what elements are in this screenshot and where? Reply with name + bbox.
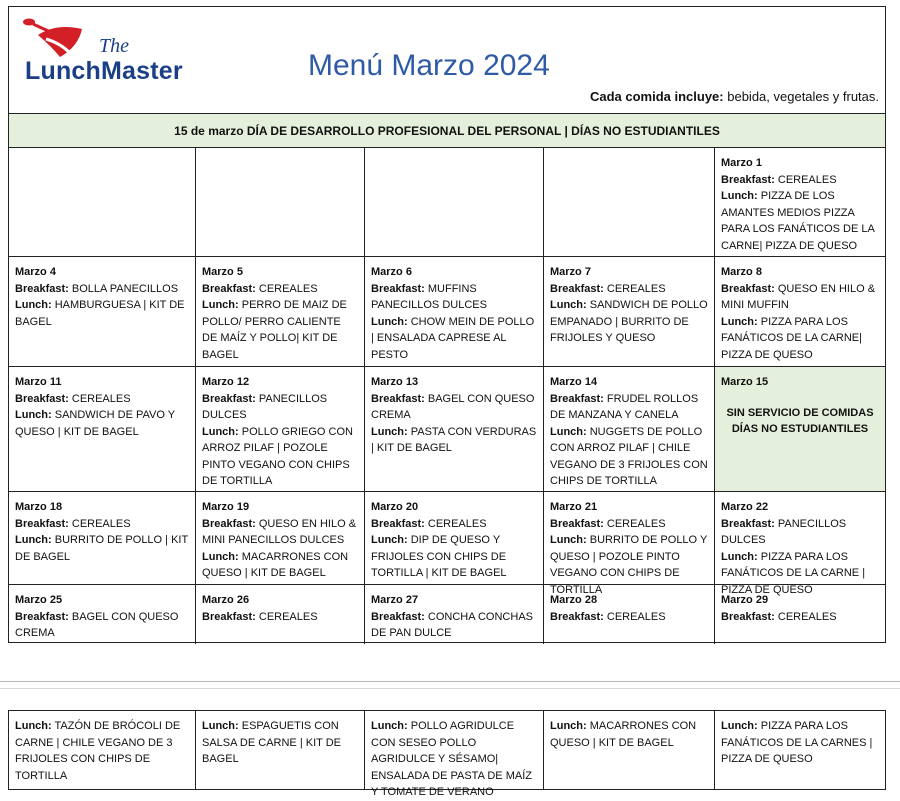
continuation-cell	[544, 711, 715, 789]
breakfast-label: Breakfast:	[721, 173, 775, 186]
day-date: Marzo 13	[371, 376, 419, 388]
breakfast-label: Breakfast:	[550, 517, 604, 530]
includes-value: bebida, vegetales y frutas.	[723, 89, 879, 104]
breakfast-label: Breakfast:	[15, 392, 69, 405]
breakfast-item: BAGEL CON QUESO CREMA	[371, 392, 535, 421]
lunch-label: Lunch:	[550, 425, 587, 438]
lunch-item: DIP DE QUESO Y FRIJOLES CON CHIPS DE TORTILLA | KIT DE BAGEL	[371, 534, 507, 579]
day-cell	[196, 492, 365, 585]
breakfast-label: Breakfast:	[15, 282, 69, 295]
lunch-item: SANDWICH DE POLLO EMPANADO | BURRITO DE FRIJOLES Y QUESO	[550, 299, 708, 344]
day-date: Marzo 11	[15, 376, 62, 388]
lunch-item: POLLO AGRIDULCE CON SESEO POLLO AGRIDULCE Y SÉSAMO| ENSALADA DE PASTA DE MAÍZ Y TOMATE DE VERANO	[371, 720, 532, 798]
lunch-item: BURRITO DE POLLO Y QUESO | POZOLE PINTO VEGANO CON CHIPS DE TORTILLA	[550, 534, 708, 596]
day-date: Marzo 25	[15, 594, 63, 606]
empty-day-cell	[544, 148, 715, 257]
breakfast-item: BOLLA PANECILLOS	[68, 282, 179, 295]
page-divider-secondary	[0, 688, 900, 689]
logo-name-text: LunchMaster	[25, 57, 183, 85]
breakfast-item: CEREALES	[603, 610, 666, 623]
day-cell	[9, 257, 196, 367]
lunch-label: Lunch:	[371, 534, 408, 546]
breakfast-label: Breakfast:	[721, 517, 775, 530]
breakfast-label: Breakfast:	[550, 282, 604, 295]
day-cell	[365, 585, 544, 644]
lunch-item: PIZZA PARA LOS FANÁTICOS DE LA CARNE| PIZZA DE QUESO	[721, 315, 863, 361]
menu-sheet	[8, 6, 886, 643]
lunch-label: Lunch:	[721, 315, 758, 328]
breakfast-label: Breakfast:	[721, 610, 775, 623]
day-cell	[9, 585, 196, 644]
breakfast-item: CEREALES	[68, 517, 131, 530]
breakfast-item: CEREALES	[603, 282, 666, 295]
lunch-item: ESPAGUETIS CON SALSA DE CARNE | KIT DE BAGEL	[202, 720, 341, 765]
breakfast-item: CEREALES	[774, 610, 837, 623]
continuation-grid	[8, 710, 886, 798]
lunch-label: Lunch:	[371, 315, 408, 328]
day-date: Marzo 12	[202, 376, 250, 388]
day-date: Marzo 15	[721, 376, 769, 388]
empty-day-cell	[365, 148, 544, 257]
lunch-label: Lunch:	[202, 425, 239, 438]
day-cell	[544, 367, 715, 492]
day-cell	[196, 585, 365, 644]
day-date: Marzo 14	[550, 376, 598, 388]
page-divider	[0, 681, 900, 682]
breakfast-label: Breakfast:	[371, 610, 425, 623]
day-date: Marzo 27	[371, 594, 419, 606]
breakfast-item: CEREALES	[603, 517, 666, 530]
breakfast-item: PANECILLOS DULCES	[721, 517, 847, 546]
breakfast-item: CEREALES	[774, 173, 837, 186]
breakfast-item: CEREALES	[255, 282, 318, 295]
breakfast-item: QUESO EN HILO & MINI PANECILLOS DULCES	[202, 517, 357, 546]
lunch-label: Lunch:	[371, 720, 408, 732]
breakfast-item: QUESO EN HILO & MINI MUFFIN	[721, 282, 876, 311]
lunch-label: Lunch:	[550, 720, 587, 732]
day-cell	[544, 492, 715, 596]
day-date: Marzo 7	[550, 266, 591, 278]
lunch-item: PIZZA PARA LOS FANÁTICOS DE LA CARNE | PIZZA DE QUESO	[721, 550, 866, 596]
continuation-cell	[365, 711, 544, 798]
day-cell	[9, 492, 196, 585]
lunch-label: Lunch:	[721, 550, 758, 563]
lunch-label: Lunch:	[550, 299, 587, 311]
breakfast-label: Breakfast:	[202, 282, 256, 295]
day-date: Marzo 1	[721, 157, 762, 169]
day-date: Marzo 28	[550, 594, 598, 606]
chef-pan-icon	[16, 13, 96, 63]
day-date: Marzo 8	[721, 266, 762, 278]
lunch-item: POLLO GRIEGO CON ARROZ PILAF | POZOLE PINTO VEGANO CON CHIPS DE TORTILLA	[202, 425, 353, 487]
lunch-label: Lunch:	[15, 409, 52, 421]
day-cell	[715, 148, 885, 257]
lunch-item: MACARRONES CON QUESO | KIT DE BAGEL	[202, 550, 349, 579]
day-cell	[365, 367, 544, 492]
breakfast-item: CEREALES	[424, 517, 487, 530]
breakfast-label: Breakfast:	[202, 610, 256, 623]
day-cell	[544, 585, 715, 644]
breakfast-item: CEREALES	[255, 610, 318, 623]
day-cell	[196, 367, 365, 492]
breakfast-label: Breakfast:	[371, 282, 425, 295]
continuation-cell	[715, 711, 885, 789]
lunch-label: Lunch:	[721, 190, 758, 202]
menu-header	[9, 7, 885, 114]
empty-day-cell	[9, 148, 196, 257]
day-cell	[715, 492, 885, 596]
day-cell	[9, 367, 196, 492]
logo-the-text: The	[99, 35, 129, 57]
day-cell	[196, 257, 365, 367]
day-date: Marzo 4	[15, 266, 56, 278]
day-date: Marzo 20	[371, 501, 419, 513]
lunch-label: Lunch:	[371, 425, 408, 438]
breakfast-label: Breakfast:	[202, 392, 256, 405]
day-date: Marzo 26	[202, 594, 250, 606]
lunch-item: PIZZA PARA LOS FANÁTICOS DE LA CARNES | PIZZA DE QUESO	[721, 720, 873, 765]
lunch-label: Lunch:	[202, 720, 239, 732]
lunch-label: Lunch:	[202, 299, 239, 311]
breakfast-label: Breakfast:	[721, 282, 775, 295]
includes-note	[590, 89, 879, 104]
day-date: Marzo 18	[15, 501, 63, 513]
day-cell	[365, 257, 544, 367]
lunch-item: TAZÓN DE BRÓCOLI DE CARNE | CHILE VEGANO DE 3 FRIJOLES CON CHIPS DE TORTILLA	[15, 720, 181, 782]
lunch-item: PERRO DE MAIZ DE POLLO/ PERRO CALIENTE DE MAÍZ Y POLLO| KIT DE BAGEL	[202, 299, 347, 361]
breakfast-label: Breakfast:	[15, 517, 69, 530]
day-cell	[544, 257, 715, 367]
no-service-note: SIN SERVICIO DE COMIDAS DÍAS NO ESTUDIANTILES	[726, 406, 874, 435]
breakfast-label: Breakfast:	[550, 610, 604, 623]
day-date: Marzo 5	[202, 266, 243, 278]
breakfast-item: BAGEL CON QUESO CREMA	[15, 610, 179, 639]
includes-label: Cada comida incluye:	[589, 89, 724, 104]
lunchmaster-logo	[16, 13, 206, 87]
lunch-label: Lunch:	[15, 299, 52, 311]
lunch-item: BURRITO DE POLLO | KIT DE BAGEL	[15, 534, 188, 563]
lunch-item: NUGGETS DE POLLO CON ARROZ PILAF | CHILE VEGANO DE 3 FRIJOLES CON CHIPS DE TORTILLA	[550, 425, 708, 487]
breakfast-item: CONCHA CONCHAS DE PAN DULCE	[371, 610, 533, 639]
lunch-item: MACARRONES CON QUESO | KIT DE BAGEL	[550, 720, 697, 749]
lunch-label: Lunch:	[202, 550, 239, 563]
lunch-label: Lunch:	[550, 534, 587, 546]
day-date: Marzo 29	[721, 594, 769, 606]
lunch-item: SANDWICH DE PAVO Y QUESO | KIT DE BAGEL	[15, 409, 175, 438]
lunch-label: Lunch:	[15, 720, 52, 732]
day-cell	[365, 492, 544, 585]
breakfast-label: Breakfast:	[15, 610, 69, 623]
lunch-item: PIZZA DE LOS AMANTES MEDIOS PIZZA PARA LOS FANÁTICOS DE LA CARNE| PIZZA DE QUESO	[721, 190, 875, 252]
breakfast-item: PANECILLOS DULCES	[202, 392, 328, 421]
breakfast-label: Breakfast:	[550, 392, 604, 405]
page-title: Menú Marzo 2024	[308, 49, 550, 82]
breakfast-label: Breakfast:	[371, 517, 425, 530]
day-date: Marzo 6	[371, 266, 412, 278]
breakfast-item: CEREALES	[68, 392, 131, 405]
lunch-label: Lunch:	[15, 534, 52, 546]
breakfast-item: FRUDEL ROLLOS DE MANZANA Y CANELA	[550, 392, 699, 421]
day-cell	[715, 257, 885, 367]
lunch-item: CHOW MEIN DE POLLO | ENSALADA CAPRESE AL PESTO	[371, 315, 535, 361]
day-cell	[715, 585, 885, 644]
lunch-item: PASTA CON VERDURAS | KIT DE BAGEL	[371, 425, 537, 454]
continuation-cell	[196, 711, 365, 789]
day-cell	[715, 367, 885, 492]
closure-banner: 15 de marzo DÍA DE DESARROLLO PROFESIONAL DEL PERSONAL | DÍAS NO ESTUDIANTILES	[9, 114, 885, 148]
lunch-item: HAMBURGUESA | KIT DE BAGEL	[15, 299, 185, 328]
day-date: Marzo 19	[202, 501, 250, 513]
breakfast-item: MUFFINS PANECILLOS DULCES	[371, 282, 487, 311]
continuation-cell	[9, 711, 196, 789]
breakfast-label: Breakfast:	[202, 517, 256, 530]
empty-day-cell	[196, 148, 365, 257]
lunch-label: Lunch:	[721, 720, 758, 732]
breakfast-label: Breakfast:	[371, 392, 425, 405]
day-date: Marzo 21	[550, 501, 598, 513]
day-date: Marzo 22	[721, 501, 769, 513]
